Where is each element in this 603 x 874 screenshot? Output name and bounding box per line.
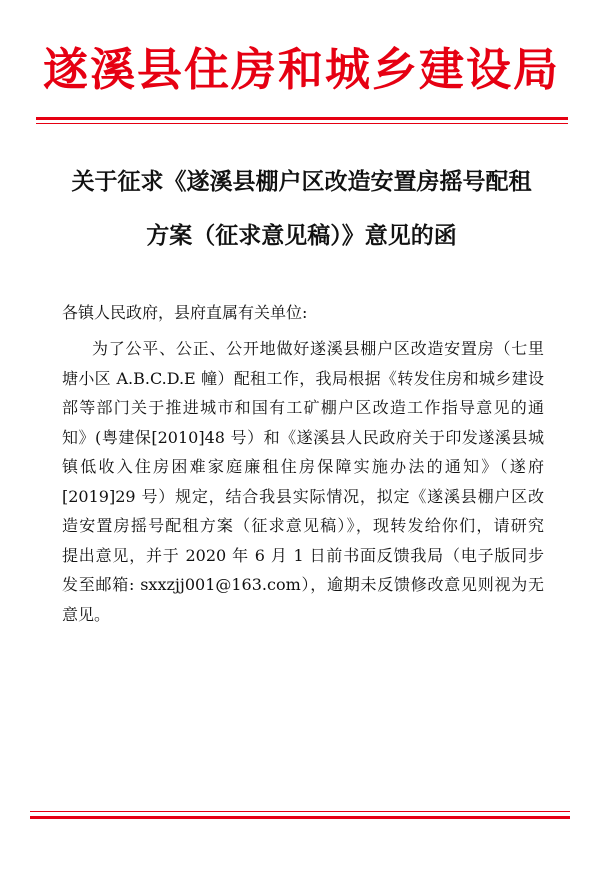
header-rule-thin <box>36 123 568 124</box>
body-line: 发至邮箱: sxxzjj001@163.com），逾期未反馈修改意见则视为无 <box>62 575 544 594</box>
body-paragraph <box>62 334 544 629</box>
body-line: 提出意见，并于 2020 年 6 月 1 日前书面反馈我局（电子版同步 <box>62 545 544 565</box>
document-title <box>40 155 563 263</box>
footer-rule-thick <box>30 816 570 819</box>
salutation: 各镇人民政府，县府直属有关单位: <box>62 303 308 322</box>
body-line: 部等部门关于推进城市和国有工矿棚户区改造工作指导意见的通 <box>62 398 544 417</box>
body-line: 意见。 <box>62 604 111 624</box>
body-line: [2019]29 号）规定，结合我县实际情况，拟定《遂溪县棚户区改 <box>62 486 544 506</box>
body-line: 塘小区 A.B.C.D.E 幢）配租工作，我局根据《转发住房和城乡建设 <box>62 368 544 388</box>
header-rule-thick <box>36 117 568 120</box>
issuing-organization-header: 遂溪县住房和城乡建设局 <box>42 43 560 96</box>
body-line: 知》(粤建保[2010]48 号）和《遂溪县人民政府关于印发遂溪县城 <box>62 427 544 447</box>
body-line: 造安置房摇号配租方案（征求意见稿）》，现转发给你们，请研究 <box>62 516 544 535</box>
document-title-line-2: 方案（征求意见稿）》意见的函 <box>146 222 457 249</box>
footer-rule-thin <box>30 811 570 812</box>
body-line: 镇低收入住房困难家庭廉租住房保障实施办法的通知》（遂府 <box>62 457 544 476</box>
body-line: 为了公平、公正、公开地做好遂溪县棚户区改造安置房（七里 <box>92 339 544 358</box>
document-title-line-1: 关于征求《遂溪县棚户区改造安置房摇号配租 <box>71 168 532 195</box>
